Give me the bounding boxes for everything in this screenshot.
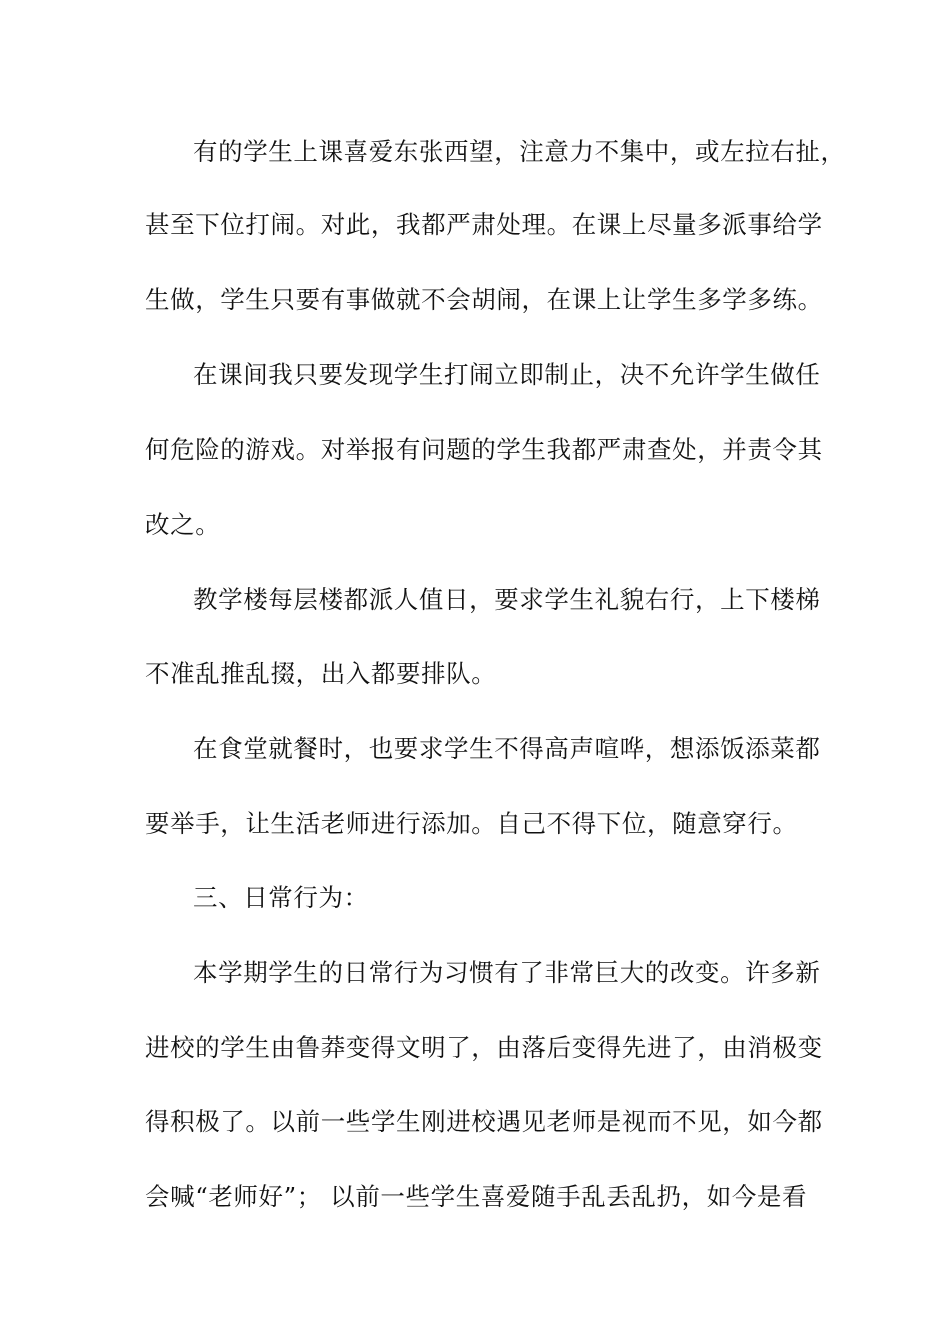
paragraph-line: 何危险的游戏。对举报有问题的学生我都严肃查处，并责令其: [145, 435, 823, 464]
paragraph-line: 生做，学生只要有事做就不会胡闹，在课上让学生多学多练。: [145, 285, 823, 314]
paragraph-line: 要举手，让生活老师进行添加。自己不得下位，随意穿行。: [145, 809, 798, 838]
paragraph-line: 在课间我只要发现学生打闹立即制止，决不允许学生做任: [193, 360, 821, 389]
paragraph-line: 不准乱推乱掇，出入都要排队。: [145, 659, 497, 688]
paragraph-line: 得积极了。以前一些学生刚进校遇见老师是视而不见，如今都: [145, 1107, 823, 1136]
paragraph-line: 改之。: [145, 510, 221, 539]
paragraph-line: 进校的学生由鲁莽变得文明了，由落后变得先进了，由消极变: [145, 1033, 823, 1062]
paragraph-line: 本学期学生的日常行为习惯有了非常巨大的改变。许多新: [193, 958, 821, 987]
paragraph-line: 在食堂就餐时，也要求学生不得高声喧哗，想添饭添菜都: [193, 734, 821, 763]
section-heading: 三、日常行为：: [193, 883, 369, 912]
paragraph-line: 教学楼每层楼都派人值日，要求学生礼貌右行，上下楼梯: [193, 585, 821, 614]
paragraph-line: 有的学生上课喜爱东张西望，注意力不集中，或左拉右扯，: [193, 137, 846, 166]
paragraph-line: 甚至下位打闹。对此，我都严肃处理。在课上尽量多派事给学: [145, 210, 823, 239]
paragraph-line: 会喊“老师好”； 以前一些学生喜爱随手乱丢乱扔，如今是看: [145, 1182, 808, 1211]
